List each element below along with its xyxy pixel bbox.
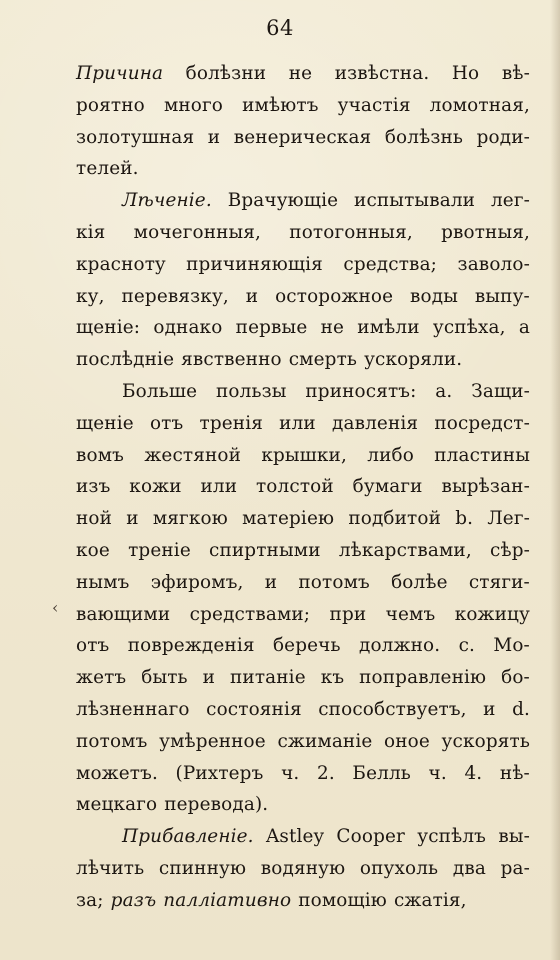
text-word: а. [435,380,453,402]
text-word: ускорять [441,730,530,752]
text-word: не [320,317,345,339]
text-word: средствами; [189,603,311,625]
text-word: отъ [149,412,184,434]
text-line [76,376,530,408]
text-line [76,630,530,662]
text-word: кія [76,221,106,243]
text-word: эфиромъ, [150,571,244,593]
text-word: помощію [298,889,387,911]
text-word: успѣха, [432,317,506,339]
text-word: ускоряли. [364,349,463,371]
text-word: щеніе: [76,317,141,339]
page-number: 64 [266,16,294,40]
text-word: потомъ [298,571,370,593]
text-word: имѣютъ [242,94,319,116]
text-word: Врачующіе [227,190,339,212]
text-word: опухоль [359,857,439,879]
text-line [76,821,530,853]
text-line [76,789,530,821]
text-word: пластины [434,444,530,466]
text-word: (Рихтеръ [175,762,264,784]
text-word: за; [76,889,104,911]
text-word: подбитой [348,508,442,530]
text-word: состоянія [206,698,302,720]
text-word: Astley [265,826,325,848]
text-word: беречь [272,635,341,657]
text-line [76,471,530,503]
text-word: потомъ [76,730,148,752]
text-word: средства; [343,253,438,275]
text-word: матеріею [242,508,335,530]
text-word: с. [458,635,476,657]
text-word: вающими [76,603,171,625]
text-word: вы- [498,826,530,848]
text-line [76,694,530,726]
text-word: перевода). [164,794,269,816]
text-line [76,440,530,472]
text-word: d. [512,698,530,720]
text-line [76,249,530,281]
text-word: должно. [358,635,441,657]
text-word: стяги- [468,571,530,593]
text-word: и [126,508,139,530]
text-word: мецкаго [76,794,158,816]
text-word: явственно [181,349,282,371]
text-word: изъ [76,476,111,498]
text-word: и [245,285,259,307]
text-word: жестяной [144,444,242,466]
text-word: Белль [352,762,411,784]
text-line [76,885,530,917]
text-word: нымъ [76,571,130,593]
text-word: а [518,317,530,339]
text-word: щеніе [76,412,134,434]
text-line [76,599,530,631]
text-word: лѣкарствами, [338,539,472,561]
text-word: крышки, [261,444,347,466]
text-word: золотушная [76,126,195,148]
text-word: Мо- [493,635,530,657]
text-word: отъ [76,635,110,657]
text-word: болѣзнь [384,126,464,148]
text-word: ной [76,508,113,530]
text-word: способствуетъ, [318,698,467,720]
text-line [76,567,530,599]
text-word: бо- [501,667,530,689]
text-word: воды [410,285,459,307]
text-word: давленія [332,412,419,434]
text-word: кожицу [454,603,530,625]
text-word: много [163,94,224,116]
text-word: къ [320,667,345,689]
text-word: нѣ- [499,762,530,784]
page-edge-shadow [550,0,560,960]
text-line [76,153,530,185]
text-word: роди- [476,126,530,148]
text-word: испытывали [354,190,476,212]
text-word: и [202,667,216,689]
text-word: перевязку, [121,285,229,307]
text-word: умѣренное [159,730,266,752]
text-word: посредст- [434,412,530,434]
text-word: извѣстна. [334,63,430,84]
text-line [76,758,530,790]
text-line [76,726,530,758]
text-word: имѣли [357,317,420,339]
text-word: или [279,412,316,434]
text-word: поправленію [359,667,487,689]
text-word: приносятъ: [305,380,417,402]
text-word: болѣе [391,571,448,593]
text-word: ра- [500,857,530,879]
text-word: выпу- [474,285,530,307]
text-word: послѣдніе [76,349,175,371]
text-line [76,408,530,440]
text-line [76,90,530,122]
text-word: Защи- [471,380,530,402]
text-word: лег- [490,190,530,212]
text-word: палліативно [163,889,292,911]
text-word: при [329,603,367,625]
text-line [76,312,530,344]
text-word: разъ [110,889,157,911]
text-word: чемъ [385,603,436,625]
text-word: бумаги [352,476,423,498]
text-word: ч. [281,762,300,784]
text-line [76,185,530,217]
text-line [76,122,530,154]
text-word: толстой [255,476,334,498]
text-line [76,853,530,885]
text-word: либо [367,444,414,466]
text-word: спиртными [209,539,321,561]
text-word: треніе [128,539,191,561]
text-word: водяную [260,857,346,879]
text-word: ломотная, [429,94,530,116]
text-word: вырѣзан- [441,476,530,498]
text-word: телей. [76,158,139,180]
text-word: Cooper [336,826,405,848]
text-word: или [200,476,238,498]
text-word: 2. [316,762,335,784]
text-word: b. [455,508,474,530]
text-word: роятно [76,94,145,116]
text-word: жетъ [76,667,127,689]
text-word: мягкою [152,508,228,530]
text-word: лѣзненнаго [76,698,190,720]
text-word: сѣр- [490,539,530,561]
text-word: пользы [215,380,287,402]
text-word: спинную [158,857,247,879]
text-word: причиняющія [186,253,323,275]
text-word: не [288,63,313,84]
text-word: лѣчить [76,857,145,879]
text-word: кожи [129,476,182,498]
text-word: вѣ- [501,63,530,84]
text-word: и [483,698,496,720]
text-line [76,503,530,535]
text-word: краснотy [76,253,166,275]
text-word: Прибавленіе. [122,826,254,848]
text-word: Но [451,63,480,84]
text-word: осторожное [275,285,394,307]
text-word: смерть [288,349,358,371]
text-word: Причина [76,63,164,84]
text-word: потогонныя, [289,221,413,243]
text-word: сжиманіе [277,730,373,752]
text-word: успѣлъ [417,826,487,848]
text-word: два [452,857,486,879]
text-word: и [264,571,278,593]
text-word: 4. [464,762,483,784]
text-word: питаніе [230,667,306,689]
text-word: Лег- [487,508,530,530]
text-word: однако [153,317,223,339]
text-word: мочегонныя, [133,221,262,243]
text-word: Лѣченіе. [122,190,212,212]
text-word: поврежденія [127,635,255,657]
text-word: ч. [428,762,447,784]
text-word: кое [76,539,110,561]
text-line [76,281,530,313]
text-word: вомъ [76,444,125,466]
text-word: заволо- [457,253,530,275]
text-word: сжатія, [393,889,467,911]
text-word: быть [141,667,188,689]
text-line [76,535,530,567]
margin-mark: ‹ [52,598,59,617]
text-word: тренія [199,412,263,434]
body-text [76,58,530,917]
text-word: Больше [122,380,198,402]
text-word: участія [337,94,411,116]
text-word: рвотныя, [441,221,530,243]
text-word: венерическая [233,126,372,148]
text-word: и [207,126,221,148]
text-line [76,344,530,376]
text-line [76,58,530,90]
text-word: болѣзни [185,63,267,84]
text-word: можетъ. [76,762,158,784]
text-line [76,662,530,694]
text-word: ку, [76,285,105,307]
text-word: первые [235,317,308,339]
text-line [76,217,530,249]
text-word: оное [384,730,430,752]
